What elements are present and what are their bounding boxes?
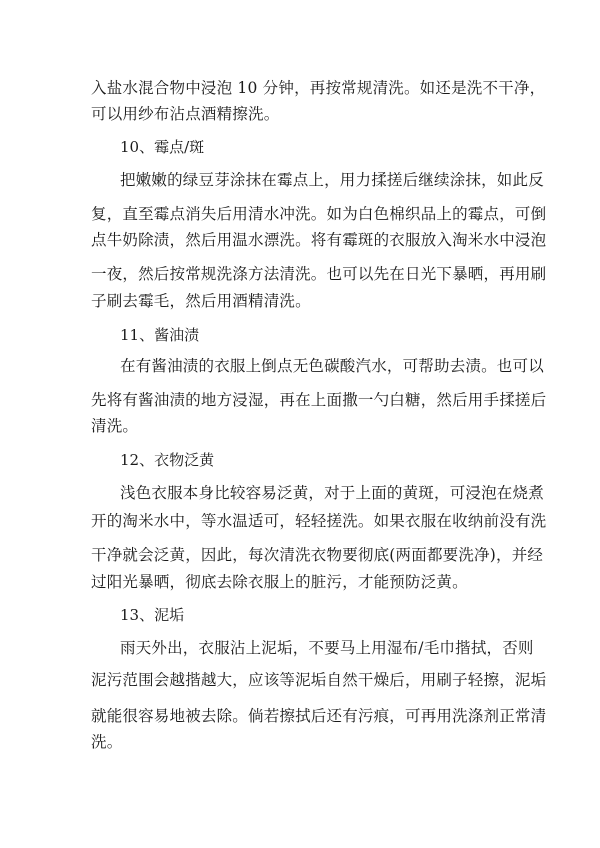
paragraph-line: 清洗。	[91, 417, 139, 435]
paragraph-line: 洗。	[91, 733, 123, 751]
paragraph-line: 先将有酱油渍的地方浸湿，再在上面撒一勺白糖，然后用手揉搓后	[91, 391, 547, 409]
paragraph-line: 浅色衣服本身比较容易泛黄，对于上面的黄斑，可浸泡在烧煮	[120, 484, 544, 502]
paragraph-line: 雨天外出，衣服沾上泥垢，不要马上用湿布/毛巾揩拭，否则	[120, 639, 534, 657]
paragraph-line: 把嫩嫩的绿豆芽涂抹在霉点上，用力揉搓后继续涂抹，如此反	[120, 171, 544, 189]
section-heading-13: 13、泥垢	[120, 606, 185, 624]
paragraph-line: 一夜，然后按常规洗涤方法清洗。也可以先在日光下暴晒，再用刷	[91, 265, 547, 283]
paragraph-line: 开的淘米水中，等水温适可，轻轻搓洗。如果衣服在收纳前没有洗	[91, 512, 547, 530]
paragraph-line: 就能很容易地被去除。倘若擦拭后还有污痕，可再用洗涤剂正常清	[91, 707, 547, 725]
paragraph-line: 点牛奶除渍，然后用温水漂洗。将有霉斑的衣服放入淘米水中浸泡	[91, 231, 547, 249]
section-heading-11: 11、酱油渍	[120, 326, 200, 344]
paragraph-line: 干净就会泛黄，因此，每次清洗衣物要彻底(两面都要洗净)，并经	[91, 546, 544, 564]
section-heading-10: 10、霉点/斑	[120, 138, 205, 156]
paragraph-line: 过阳光暴晒，彻底去除衣服上的脏污，才能预防泛黄。	[91, 573, 468, 591]
paragraph-line: 子刷去霉毛，然后用酒精清洗。	[91, 292, 311, 310]
paragraph-line: 复，直至霉点消失后用清水冲洗。如为白色棉织品上的霉点，可倒	[91, 205, 547, 223]
paragraph-line: 泥污范围会越揩越大，应该等泥垢自然干燥后，用刷子轻擦，泥垢	[91, 671, 547, 689]
paragraph-line: 入盐水混合物中浸泡 10 分钟，再按常规清洗。如还是洗不干净，	[91, 79, 546, 97]
section-heading-12: 12、衣物泛黄	[120, 451, 215, 469]
paragraph-line: 可以用纱布沾点酒精擦洗。	[91, 105, 280, 123]
paragraph-line: 在有酱油渍的衣服上倒点无色碳酸汽水，可帮助去渍。也可以	[120, 357, 544, 375]
